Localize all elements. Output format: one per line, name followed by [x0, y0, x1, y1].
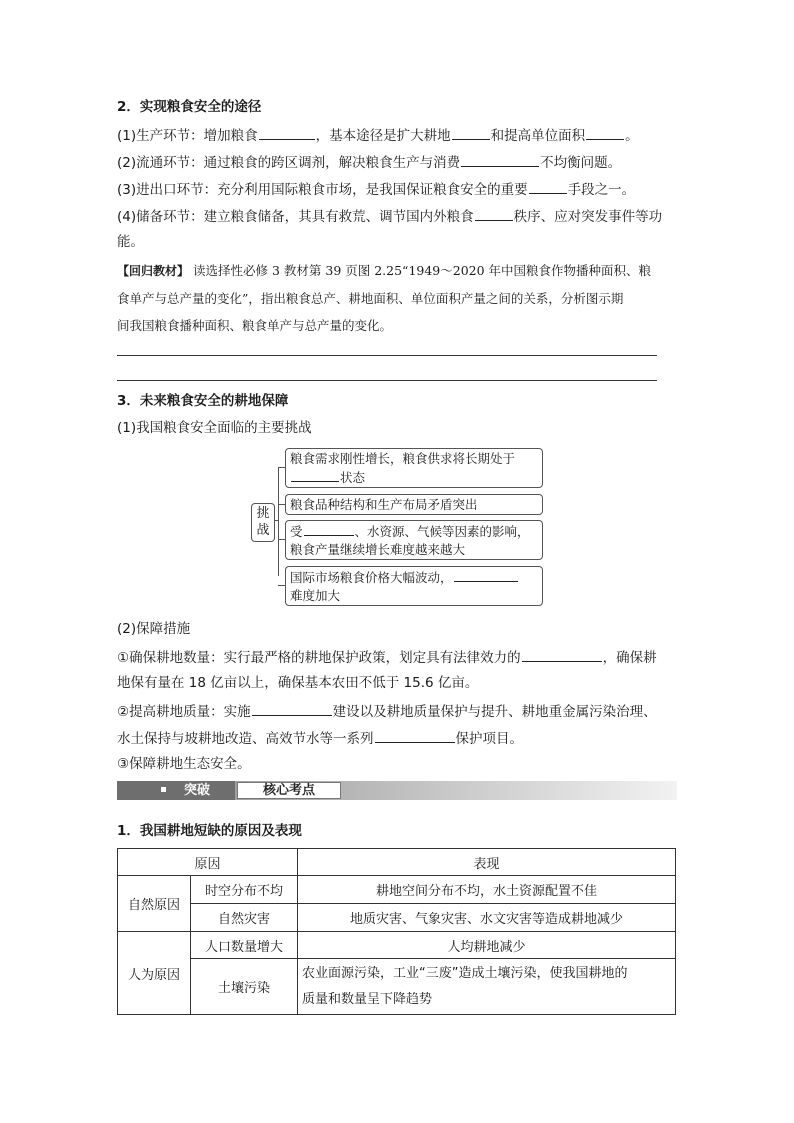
- table-cell-line: 农业面源污染，工业“三废”造成土壤污染，使我国耕地的: [302, 965, 628, 981]
- section-bar: [117, 781, 677, 800]
- challenge-box: [285, 448, 543, 488]
- fill-blank[interactable]: [304, 522, 354, 536]
- textbook-line-3: 间我国粮食播种面积、粮食单产与总产量的变化。: [117, 318, 393, 333]
- item-text: ，基本途径是扩大耕地: [315, 128, 451, 144]
- table-header-row: [118, 849, 676, 876]
- fill-blank[interactable]: [375, 728, 455, 743]
- fill-blank[interactable]: [529, 179, 567, 194]
- challenge-text: 国际市场粮食价格大幅波动，: [290, 570, 453, 585]
- fill-blank[interactable]: [252, 701, 332, 716]
- table-row: [118, 876, 676, 904]
- core-title: 1．我国耕地短缺的原因及表现: [117, 823, 302, 839]
- item-reserve: [117, 206, 662, 226]
- table-cell: 地质灾害、气象灾害、水文灾害等造成耕地减少: [298, 904, 676, 932]
- fill-blank[interactable]: [452, 125, 490, 140]
- measure-text: 水土保持与坡耕地改造、高效节水等一系列: [117, 731, 374, 747]
- measure-text: ②提高耕地质量：实施: [117, 704, 251, 720]
- item-text: 手段之一。: [567, 182, 636, 198]
- measure-text: 保护项目。: [455, 731, 523, 747]
- table-cell: 人口数量增大: [191, 932, 298, 959]
- item-text: (4)储备环节：建立粮食储备，其具有救荒、调节国内外粮食: [117, 209, 474, 225]
- challenge-box: [285, 520, 543, 560]
- item-text: (2)流通环节：通过粮食的跨区调剂，解决粮食生产与消费: [117, 155, 461, 171]
- item-text: 不均衡问题。: [540, 155, 622, 171]
- textbook-text: 读选择性必修 3 教材第 39 页图 2.25“1949～2020 年中国粮食作物播种面积、粮: [193, 263, 652, 278]
- measure-text: ，确保耕: [602, 650, 657, 666]
- table-cell: 人均耕地减少: [298, 932, 676, 959]
- answer-line[interactable]: [117, 380, 657, 381]
- table-row: [118, 932, 676, 959]
- challenge-text: 受: [290, 524, 303, 539]
- table-cell-line: 质量和数量呈下降趋势: [302, 991, 433, 1007]
- table-cell: 时空分布不均: [191, 876, 298, 904]
- fill-blank[interactable]: [259, 125, 315, 140]
- causes-table: [117, 848, 676, 1015]
- fill-blank[interactable]: [522, 647, 602, 662]
- fill-blank[interactable]: [586, 125, 624, 140]
- fill-blank[interactable]: [461, 152, 539, 167]
- item-text: (1)生产环节：增加粮食: [117, 128, 258, 144]
- table-header: 表现: [298, 849, 676, 876]
- challenge-text: 、水资源、气候等因素的影响，: [354, 524, 530, 539]
- measure-text: 建设以及耕地质量保护与提升、耕地重金属污染治理、: [332, 704, 657, 720]
- challenge-text: 状态: [340, 470, 366, 485]
- challenge-text: 难度加大: [290, 588, 341, 603]
- table-group: 人为原因: [118, 932, 191, 1015]
- item-text: 秩序、应对突发事件等功: [513, 209, 663, 225]
- challenge-box: [285, 494, 543, 515]
- section2-title: 2．实现粮食安全的途径: [117, 99, 262, 115]
- connector: [278, 467, 285, 468]
- item-circulation: [117, 152, 621, 172]
- measure-1: [117, 647, 657, 667]
- textbook-line-1: [117, 262, 651, 280]
- section3-sub1: (1)我国粮食安全面临的主要挑战: [117, 420, 312, 436]
- table-row: [118, 959, 676, 1015]
- item-reserve-cont: 能。: [117, 234, 144, 250]
- section3-title: 3．未来粮食安全的耕地保障: [117, 393, 289, 409]
- fill-blank[interactable]: [454, 568, 518, 582]
- section-bar-tab: 核心考点: [237, 782, 341, 799]
- measure-text: ①确保耕地数量：实行最严格的耕地保护政策，划定具有法律效力的: [117, 650, 521, 666]
- table-group: 自然原因: [118, 876, 191, 932]
- section-bar-label: 突破: [184, 783, 211, 798]
- measure-1-cont: 地保有量在 18 亿亩以上，确保基本农田不低于 15.6 亿亩。: [117, 675, 479, 691]
- measure-3: ③保障耕地生态安全。: [117, 756, 251, 772]
- answer-line[interactable]: [117, 355, 657, 356]
- connector: [278, 539, 285, 540]
- fill-blank[interactable]: [291, 468, 339, 482]
- measure-2-cont: [117, 728, 523, 748]
- table-row: [118, 904, 676, 932]
- connector: [278, 504, 285, 505]
- table-cell: 耕地空间分布不均，水土资源配置不佳: [298, 876, 676, 904]
- measure-2: [117, 701, 657, 721]
- section-bar-dark: [117, 781, 235, 800]
- table-cell: 自然灾害: [191, 904, 298, 932]
- item-import-export: [117, 179, 635, 199]
- challenge-text: 粮食需求刚性增长，粮食供求将长期处于: [290, 451, 516, 466]
- challenge-text: 粮食品种结构和生产布局矛盾突出: [290, 497, 478, 512]
- square-bullet-icon: [161, 787, 166, 792]
- textbook-label: 【回归教材】: [117, 264, 190, 278]
- textbook-line-2: 食单产与总产量的变化”，指出粮食总产、耕地面积、单位面积产量之间的关系，分析图示期: [117, 291, 624, 306]
- section3-sub2: (2)保障措施: [117, 621, 191, 637]
- table-header: 原因: [118, 849, 298, 876]
- item-text: (3)进出口环节：充分利用国际粮食市场，是我国保证粮食安全的重要: [117, 182, 528, 198]
- challenge-box: [285, 566, 543, 606]
- table-cell: 土壤污染: [191, 959, 298, 1015]
- fill-blank[interactable]: [475, 206, 513, 221]
- table-cell: [298, 959, 676, 1015]
- item-text: 。: [625, 128, 639, 144]
- item-production: [117, 125, 639, 145]
- item-text: 和提高单位面积: [490, 128, 586, 144]
- challenge-text: 粮食产量继续增长难度越来越大: [290, 542, 466, 557]
- challenge-label: 挑战: [251, 503, 275, 542]
- connector: [278, 585, 285, 586]
